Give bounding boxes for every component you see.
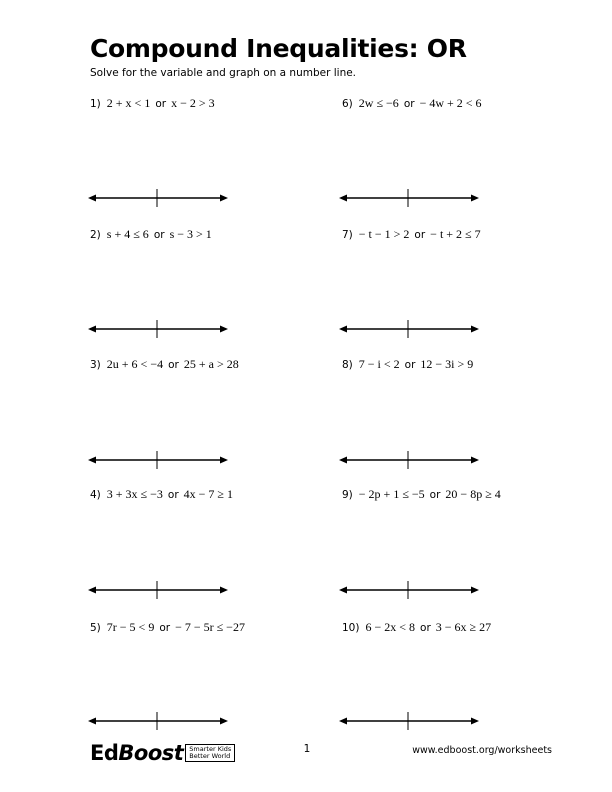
problem-number: 8)	[342, 359, 353, 371]
problem-2	[90, 227, 212, 242]
connector-word: or	[168, 359, 179, 371]
logo-tagline-line1: Smarter Kids	[189, 745, 232, 753]
number-line	[339, 188, 479, 208]
problem-number: 5)	[90, 622, 101, 634]
problem-number: 6)	[342, 98, 353, 110]
inequality-right: 3 − 6x ≥ 27	[435, 620, 492, 634]
inequality-right: 12 − 3i > 9	[420, 357, 474, 371]
page-number: 1	[303, 743, 311, 755]
problem-1	[90, 96, 215, 111]
connector-word: or	[404, 359, 416, 371]
edboost-logo	[90, 740, 235, 766]
number-line	[88, 450, 228, 470]
number-line	[88, 711, 228, 731]
problem-4	[90, 487, 233, 502]
inequality-left: s + 4 ≤ 6	[106, 227, 149, 241]
problem-8	[342, 357, 473, 372]
inequality-left: − 2p + 1 ≤ −5	[358, 487, 425, 501]
problem-number: 7)	[342, 229, 353, 241]
connector-word: or	[153, 229, 165, 241]
number-line	[339, 450, 479, 470]
number-line	[339, 319, 479, 339]
connector-word: or	[159, 622, 171, 634]
connector-word: or	[403, 98, 415, 110]
problem-number: 9)	[342, 489, 353, 501]
number-line	[88, 188, 228, 208]
problem-5	[90, 620, 245, 635]
inequality-right: 25 + a > 28	[183, 357, 239, 371]
logo-boost-text: Boost	[118, 741, 184, 765]
inequality-left: − t − 1 > 2	[358, 227, 410, 241]
problem-10	[342, 620, 491, 635]
inequality-left: 7 − i < 2	[358, 357, 400, 371]
problem-9	[342, 487, 501, 502]
inequality-right: − 7 − 5r ≤ −27	[175, 620, 245, 634]
problem-number: 4)	[90, 489, 101, 501]
inequality-right: s − 3 > 1	[169, 227, 212, 241]
page-title: Compound Inequalities: OR	[90, 34, 467, 63]
inequality-right: − 4w + 2 < 6	[419, 96, 482, 110]
inequality-left: 2u + 6 < −4	[106, 357, 164, 371]
number-line	[339, 580, 479, 600]
problem-number: 2)	[90, 229, 101, 241]
problem-6	[342, 96, 482, 111]
inequality-right: 4x − 7 ≥ 1	[183, 487, 234, 501]
connector-word: or	[429, 489, 441, 501]
connector-word: or	[167, 489, 179, 501]
inequality-right: − t + 2 ≤ 7	[430, 227, 481, 241]
connector-word: or	[155, 98, 167, 110]
problem-number: 10)	[342, 622, 360, 634]
inequality-right: x − 2 > 3	[171, 96, 215, 110]
problem-7	[342, 227, 481, 242]
footer-url: www.edboost.org/worksheets	[412, 745, 552, 756]
problem-number: 3)	[90, 359, 101, 371]
inequality-left: 3 + 3x ≤ −3	[106, 487, 163, 501]
connector-word: or	[420, 622, 431, 634]
logo-tagline	[185, 744, 235, 762]
page-instructions: Solve for the variable and graph on a number line.	[90, 67, 357, 79]
number-line	[339, 711, 479, 731]
inequality-left: 2 + x < 1	[106, 96, 151, 110]
inequality-left: 2w ≤ −6	[358, 96, 399, 110]
logo-tagline-line2: Better World	[189, 752, 231, 760]
connector-word: or	[414, 229, 426, 241]
logo-ed-text: Ed	[90, 741, 119, 765]
inequality-left: 6 − 2x < 8	[365, 620, 416, 634]
number-line	[88, 580, 228, 600]
number-line	[88, 319, 228, 339]
problem-3	[90, 357, 239, 372]
inequality-right: 20 − 8p ≥ 4	[445, 487, 501, 501]
problem-number: 1)	[90, 98, 101, 110]
inequality-left: 7r − 5 < 9	[106, 620, 155, 634]
